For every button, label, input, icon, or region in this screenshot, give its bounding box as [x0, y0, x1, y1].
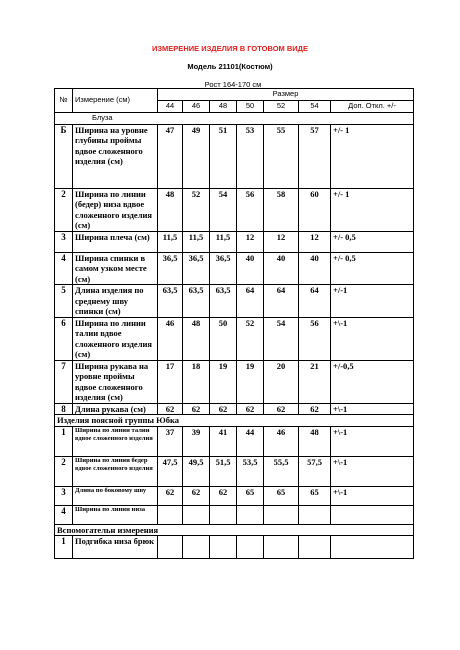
tolerance-header: Доп. Откл. +/-	[331, 101, 414, 113]
size-value	[158, 505, 183, 524]
measurement-name: Длина по боковому шву	[73, 486, 158, 505]
table-row	[55, 505, 414, 524]
row-number: 4	[55, 505, 73, 524]
size-header: 46	[183, 101, 210, 113]
size-value: 48	[158, 188, 183, 231]
size-value: 47,5	[158, 456, 183, 486]
size-value: 49,5	[183, 456, 210, 486]
size-value: 62	[237, 403, 264, 415]
size-value: 51,5	[210, 456, 237, 486]
size-value: 55,5	[264, 456, 299, 486]
size-header: 44	[158, 101, 183, 113]
tolerance-value: +/- 1	[331, 188, 414, 231]
measurement-table	[54, 88, 414, 559]
size-value: 39	[183, 426, 210, 456]
size-value	[237, 505, 264, 524]
tolerance-value: +/-0,5	[331, 360, 414, 403]
size-value	[158, 536, 183, 559]
section-label: Вспомогательн измерения	[55, 524, 414, 536]
size-value: 62	[183, 486, 210, 505]
size-value: 11,5	[210, 231, 237, 252]
table-row	[55, 456, 414, 486]
size-value: 62	[210, 403, 237, 415]
section-row	[55, 524, 414, 536]
size-value: 56	[237, 188, 264, 231]
size-value: 64	[264, 285, 299, 318]
size-value: 46	[264, 426, 299, 456]
row-number: 3	[55, 231, 73, 252]
height-range: Рост 164-170 см	[204, 80, 262, 89]
measurement-name: Ширина на уровне глубины проймы вдвое сложенного изделия (см)	[73, 124, 158, 188]
size-value: 62	[158, 486, 183, 505]
row-number: 8	[55, 403, 73, 415]
size-value: 53	[237, 124, 264, 188]
size-header: 50	[237, 101, 264, 113]
size-value: 54	[210, 188, 237, 231]
size-value: 63,5	[158, 285, 183, 318]
section-label: Блуза	[55, 113, 414, 125]
size-value: 19	[237, 360, 264, 403]
size-value: 36,5	[183, 252, 210, 285]
tolerance-value: +\-1	[331, 317, 414, 360]
size-value: 44	[237, 426, 264, 456]
size-value: 62	[210, 486, 237, 505]
size-value: 19	[210, 360, 237, 403]
size-value: 40	[237, 252, 264, 285]
size-value	[264, 505, 299, 524]
document-title: ИЗМЕРЕНИЕ ИЗДЕЛИЯ В ГОТОВОМ ВИДЕ	[151, 44, 309, 53]
size-value: 46	[158, 317, 183, 360]
section-row	[55, 415, 414, 427]
row-number: 6	[55, 317, 73, 360]
size-value: 54	[264, 317, 299, 360]
size-value: 52	[183, 188, 210, 231]
row-number: 4	[55, 252, 73, 285]
table-row	[55, 317, 414, 360]
section-label: Изделия поясной группы Юбка	[55, 415, 414, 427]
measurement-name: Ширина рукава на уровне проймы вдвое сложенного изделия (см)	[73, 360, 158, 403]
tolerance-value: +/- 1	[331, 124, 414, 188]
row-number: 7	[55, 360, 73, 403]
size-value: 55	[264, 124, 299, 188]
size-value: 63,5	[210, 285, 237, 318]
size-value: 48	[299, 426, 331, 456]
size-value: 21	[299, 360, 331, 403]
size-value: 64	[299, 285, 331, 318]
tolerance-value: +\-1	[331, 426, 414, 456]
row-number: Б	[55, 124, 73, 188]
size-value: 12	[264, 231, 299, 252]
size-value: 53,5	[237, 456, 264, 486]
table-row	[55, 536, 414, 559]
size-value	[183, 536, 210, 559]
table-row	[55, 360, 414, 403]
size-value: 57	[299, 124, 331, 188]
measurement-name: Ширина по линии талии вдвое сложенного изделия	[73, 426, 158, 456]
tolerance-value: +\-1	[331, 403, 414, 415]
measurement-name: Длина изделия по среднему шву спинки (см)	[73, 285, 158, 318]
size-value: 62	[299, 403, 331, 415]
size-value: 17	[158, 360, 183, 403]
measurement-name: Ширина по линии талии вдвое сложенного изделия (см)	[73, 317, 158, 360]
size-value: 12	[237, 231, 264, 252]
tolerance-value	[331, 505, 414, 524]
row-number: 5	[55, 285, 73, 318]
size-value: 65	[299, 486, 331, 505]
measurement-name: Ширина по линии бедер вдвое сложенного изделия	[73, 456, 158, 486]
size-value: 12	[299, 231, 331, 252]
size-value: 36,5	[210, 252, 237, 285]
size-value: 58	[264, 188, 299, 231]
table-row	[55, 252, 414, 285]
table-row	[55, 426, 414, 456]
table-row	[55, 285, 414, 318]
size-value: 18	[183, 360, 210, 403]
measurement-name: Ширина спинки в самом узком месте (см)	[73, 252, 158, 285]
tolerance-value: +/- 0,5	[331, 252, 414, 285]
size-header: 48	[210, 101, 237, 113]
size-value: 51	[210, 124, 237, 188]
size-value: 48	[183, 317, 210, 360]
size-value: 37	[158, 426, 183, 456]
tolerance-value: +/- 0,5	[331, 231, 414, 252]
size-value: 11,5	[158, 231, 183, 252]
measurement-name: Ширина по линии (бедер) низа вдвое сложенного изделия (см)	[73, 188, 158, 231]
size-value: 50	[210, 317, 237, 360]
col-measure-header: Измерение (см)	[73, 89, 158, 113]
size-value: 64	[237, 285, 264, 318]
size-value: 60	[299, 188, 331, 231]
size-value: 63,5	[183, 285, 210, 318]
measurement-name: Длина рукава (см)	[73, 403, 158, 415]
size-value: 47	[158, 124, 183, 188]
tolerance-value: +\-1	[331, 486, 414, 505]
col-no-header: №	[55, 89, 73, 113]
size-header: 52	[264, 101, 299, 113]
size-value	[183, 505, 210, 524]
size-value	[299, 536, 331, 559]
size-value: 36,5	[158, 252, 183, 285]
size-value: 40	[264, 252, 299, 285]
size-value: 41	[210, 426, 237, 456]
size-value	[210, 536, 237, 559]
measurement-name: Ширина плеча (см)	[73, 231, 158, 252]
row-number: 2	[55, 456, 73, 486]
table-row	[55, 124, 414, 188]
size-value	[210, 505, 237, 524]
table-row	[55, 188, 414, 231]
section-row	[55, 113, 414, 125]
size-value	[264, 536, 299, 559]
size-value	[299, 505, 331, 524]
tolerance-value	[331, 536, 414, 559]
table-row	[55, 403, 414, 415]
model-name: Модель 21101(Костюм)	[187, 62, 273, 71]
size-value: 62	[158, 403, 183, 415]
size-value: 52	[237, 317, 264, 360]
row-number: 3	[55, 486, 73, 505]
size-value: 65	[264, 486, 299, 505]
size-value: 56	[299, 317, 331, 360]
size-value: 57,5	[299, 456, 331, 486]
size-header: 54	[299, 101, 331, 113]
size-value: 20	[264, 360, 299, 403]
table-row	[55, 486, 414, 505]
row-number: 1	[55, 536, 73, 559]
header-row	[55, 89, 414, 101]
col-size-header: Размер	[158, 89, 414, 101]
size-value: 62	[183, 403, 210, 415]
row-number: 2	[55, 188, 73, 231]
size-value: 11,5	[183, 231, 210, 252]
size-value: 40	[299, 252, 331, 285]
row-number: 1	[55, 426, 73, 456]
tolerance-value: +\-1	[331, 456, 414, 486]
size-value: 62	[264, 403, 299, 415]
size-value	[237, 536, 264, 559]
size-value: 49	[183, 124, 210, 188]
table-row	[55, 231, 414, 252]
tolerance-value: +/-1	[331, 285, 414, 318]
size-value: 65	[237, 486, 264, 505]
measurement-name: Подгибка низа брюк	[73, 536, 158, 559]
measurement-name: Ширина по линии низа	[73, 505, 158, 524]
